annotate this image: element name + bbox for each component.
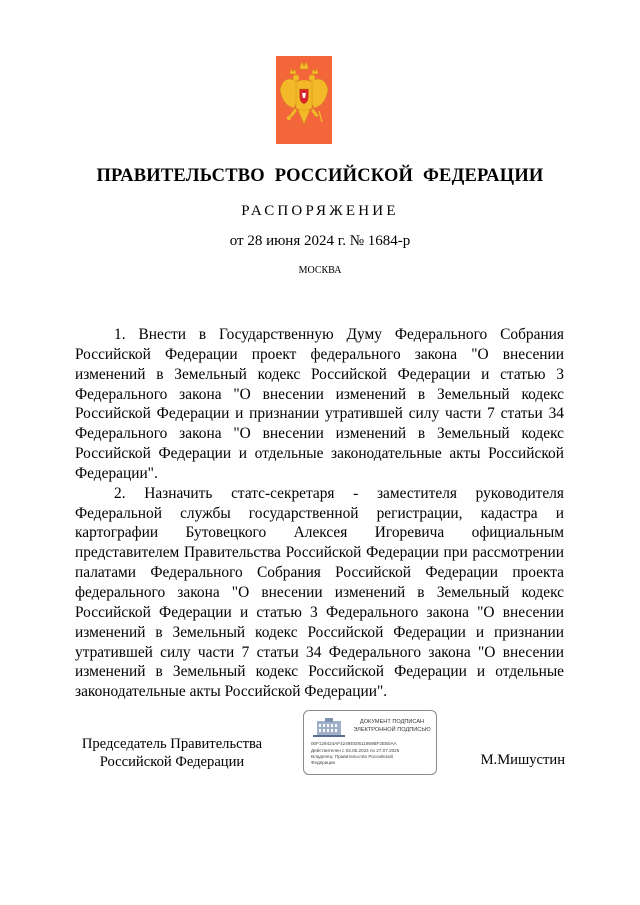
document-body bbox=[75, 325, 564, 702]
stamp-certificate: 00F129424AF4249E50611869BF2EB0AA bbox=[311, 741, 397, 746]
stamp-owner: Владелец: Правительство Российской bbox=[311, 754, 393, 759]
stamp-owner-continued: Федерации bbox=[311, 760, 336, 765]
paragraph-2: 2. Назначить статс-секретаря - заместителя руководителя Федеральной службы государственной регистрации, кадастра и картографии Бутовецкого Алексея Игоревича официальным представителем Правительства Российской Федерации при рассмотрении палатами Федерального Собрания Российской Федерации проекта федерального закона "О внесении изменений в Земельный кодекс Российской Федерации и статью 3 Федерального закона "О внесении изменений в Земельный кодекс Российской Федерации и признании утратившей силу части 7 статьи 34 Федерального закона "О внесении изменений в Земельный кодекс Российской Федерации и отдельные законодательные акты Российской Федерации". bbox=[75, 484, 564, 701]
government-title: ПРАВИТЕЛЬСТВО РОССИЙСКОЙ ФЕДЕРАЦИИ bbox=[96, 166, 544, 186]
government-building-icon bbox=[311, 717, 347, 737]
document-city: МОСКВА bbox=[298, 265, 342, 276]
stamp-title: ДОКУМЕНТ ПОДПИСАН ЭЛЕКТРОННОЙ ПОДПИСЬЮ bbox=[353, 719, 431, 733]
electronic-signature-stamp bbox=[303, 710, 437, 775]
paragraph-1: 1. Внести в Государственную Думу Федерального Собрания Российской Федерации проект федерального закона "О внесении изменений в Земельный кодекс Российской Федерации и статью 3 Федерального закона "О внесении изменений в Земельный кодекс Российской Федерации и признании утратившей силу части 7 статьи 34 Федерального закона "О внесении изменений в Земельный кодекс Российской Федерации и отдельные законодательные акты Российской Федерации". bbox=[75, 326, 564, 482]
stamp-validity: Действителен с 03.05.2024 по 27.07.2025 bbox=[311, 748, 400, 753]
signer-name: М.Мишустин bbox=[480, 752, 565, 768]
document-date-number: от 28 июня 2024 г. № 1684-р bbox=[229, 233, 411, 249]
signer-position: Председатель Правительства Российской Федерации bbox=[81, 736, 263, 770]
russian-coat-of-arms-icon bbox=[276, 56, 332, 144]
document-type: РАСПОРЯЖЕНИЕ bbox=[241, 203, 399, 219]
